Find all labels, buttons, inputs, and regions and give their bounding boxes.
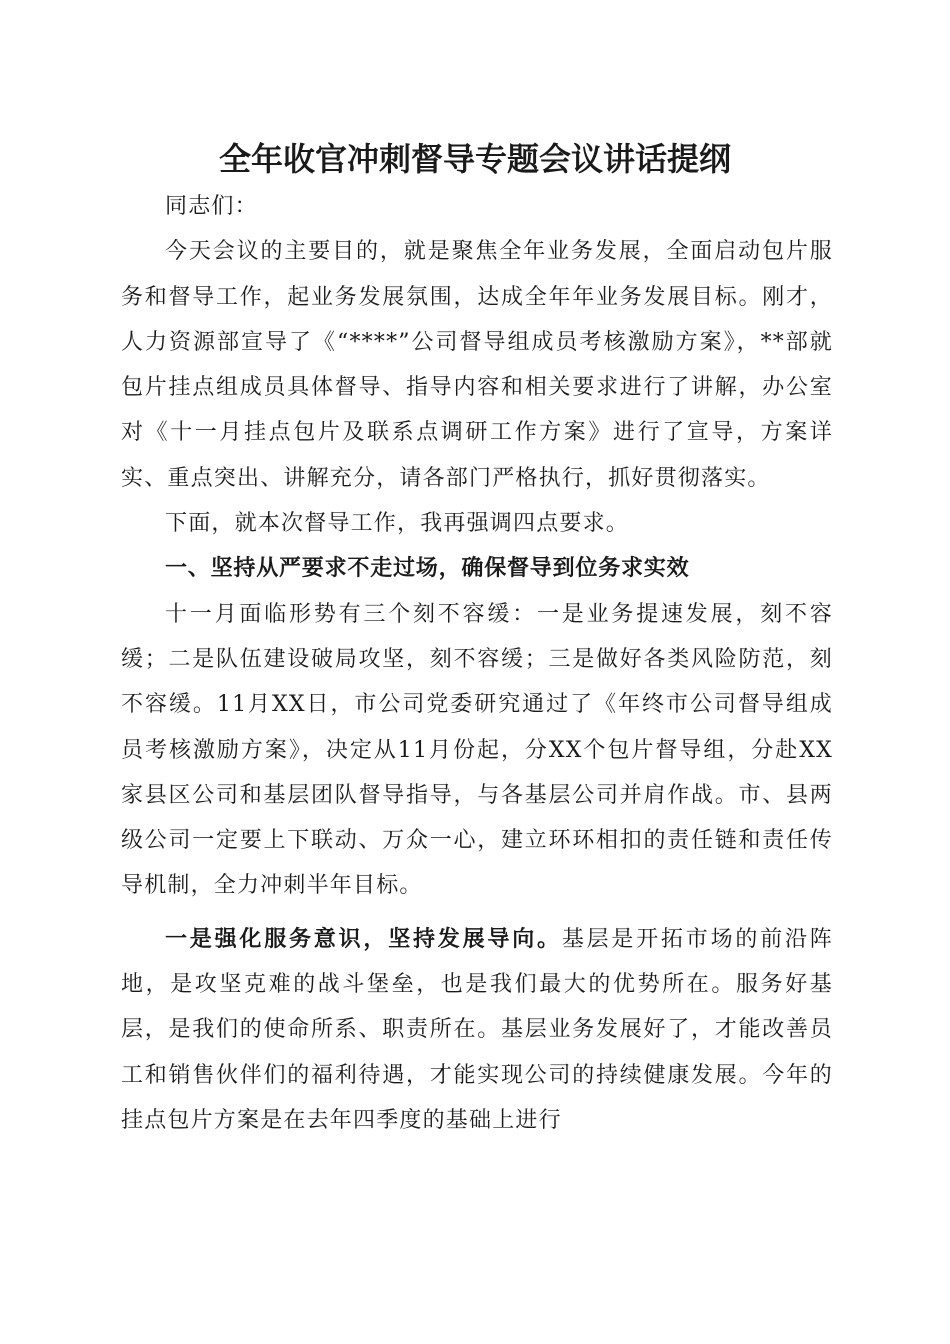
paragraph-intro: 今天会议的主要目的，就是聚焦全年业务发展，全面启动包片服务和督导工作，起业务发展氛围，达成全年年业务发展目标。刚才，人力资源部宣导了《“****”公司督导组成员考核激励方案》，**部就包片挂点组成员具体督导、指导内容和相关要求进行了讲解，办公室对《十一月挂点包片及联系点调研工作方案》进行了宣导，方案详实、重点突出、讲解充分，请各部门严格执行，抓好贯彻落实。 [121,239,833,491]
paragraph-body-text: 基层是开拓市场的前沿阵地，是攻坚克难的战斗堡垒，也是我们最大的优势所在。服务好基层，是我们的使命所系、职责所在。基层业务发展好了，才能改善员工和销售伙伴们的福利待遇，才能实现公司的持续健康发展。今年的挂点包片方案是在去年四季度的基础上进行 [121,926,834,1133]
paragraph-gap [121,909,833,917]
section-heading-1: 一、坚持从严要求不走过场，确保督导到位务求实效 [165,555,690,582]
paragraph-section1-2 [121,917,833,1143]
paragraph-lead-phrase: 一是强化服务意识，坚持发展导向。 [165,925,562,952]
document-title: 全年收官冲刺督导专题会议讲话提纲 [218,140,731,178]
paragraph-section1-1: 十一月面临形势有三个刻不容缓：一是业务提速发展，刻不容缓；二是队伍建设破局攻坚，刻不容缓；三是做好各类风险防范，刻不容缓。11月XX日，市公司党委研究通过了《年终市公司督导组成员考核激励方案》，决定从11月份起，分XX个包片督导组，分赴XX家县区公司和基层团队督导指导，与各基层公司并肩作战。市、县两级公司一定要上下联动、万众一心，建立环环相扣的责任链和责任传导机制，全力冲刺半年目标。 [121,601,833,899]
salutation: 同志们： [165,194,258,219]
paragraph-transition: 下面，就本次督导工作，我再强调四点要求。 [165,511,630,537]
document-body [121,184,833,1143]
